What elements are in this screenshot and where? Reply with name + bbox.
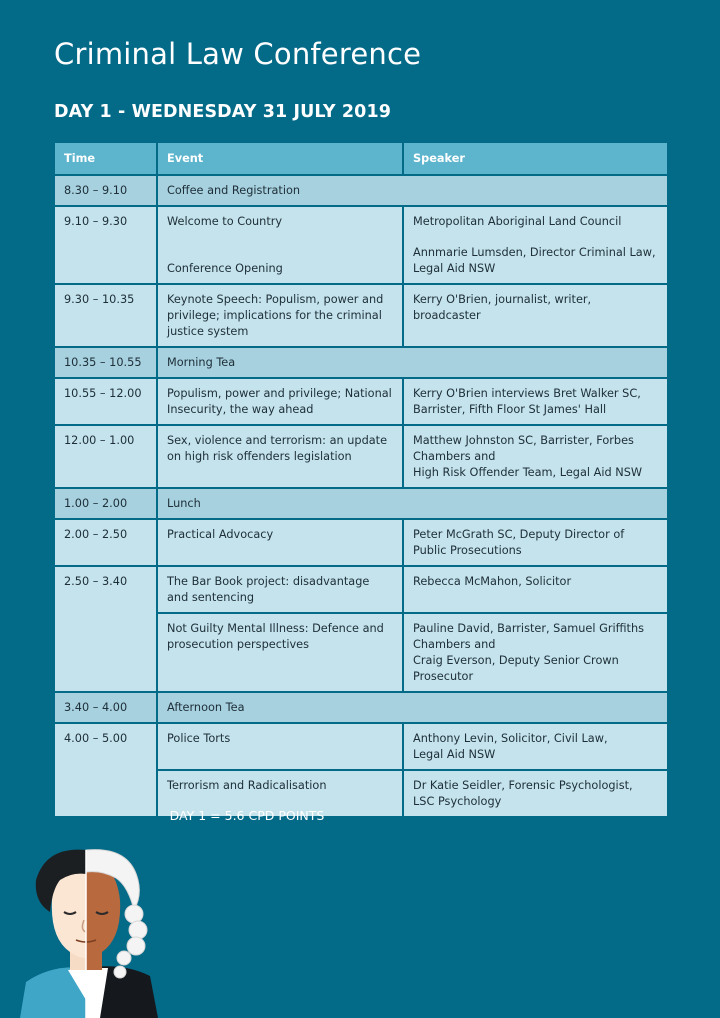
time-cell: 1.00 – 2.00: [54, 488, 157, 519]
event-cell: [157, 206, 403, 284]
table-header-row: [54, 142, 668, 175]
day-heading: DAY 1 - WEDNESDAY 31 JULY 2019: [54, 102, 391, 122]
speaker-cell: [403, 613, 668, 692]
speaker-text: Legal Aid NSW: [413, 748, 496, 761]
speaker-cell: Rebecca McMahon, Solicitor: [403, 566, 668, 613]
table-row: [54, 519, 668, 566]
table-row: [54, 488, 668, 519]
time-cell: 12.00 – 1.00: [54, 425, 157, 488]
speaker-cell: [403, 206, 668, 284]
event-cell: Morning Tea: [157, 347, 668, 378]
time-cell: 9.10 – 9.30: [54, 206, 157, 284]
table-row: [54, 378, 668, 425]
page-title: Criminal Law Conference: [54, 37, 422, 71]
speaker-cell: Peter McGrath SC, Deputy Director of Public Prosecutions: [403, 519, 668, 566]
speaker-text: Craig Everson, Deputy Senior Crown Prosecutor: [413, 654, 619, 683]
event-cell: Terrorism and Radicalisation: [157, 770, 403, 817]
time-cell: 4.00 – 5.00: [54, 723, 157, 817]
speaker-text: High Risk Offender Team, Legal Aid NSW: [413, 466, 643, 479]
event-cell: The Bar Book project: disadvantage and sentencing: [157, 566, 403, 613]
table-row: [54, 206, 668, 284]
event-cell: Lunch: [157, 488, 668, 519]
table-row: [54, 692, 668, 723]
speaker-text: LSC Psychology: [413, 795, 502, 808]
table-row: [54, 723, 668, 770]
speaker-text: Metropolitan Aboriginal Land Council: [413, 215, 622, 228]
speaker-cell: [403, 425, 668, 488]
speaker-text: Dr Katie Seidler, Forensic Psychologist,: [413, 779, 633, 792]
agenda-table: [53, 141, 669, 818]
table-row: [54, 347, 668, 378]
column-header-time: Time: [54, 142, 157, 175]
judge-face-illustration: [12, 840, 172, 1018]
speaker-cell: Kerry O'Brien interviews Bret Walker SC, Barrister, Fifth Floor St James' Hall: [403, 378, 668, 425]
event-cell: Police Torts: [157, 723, 403, 770]
table-row: [54, 175, 668, 206]
cpd-points-note: DAY 1 = 5.6 CPD POINTS: [169, 808, 325, 823]
event-cell: Coffee and Registration: [157, 175, 668, 206]
event-text: Welcome to Country: [167, 215, 283, 228]
event-text: Conference Opening: [167, 262, 283, 275]
event-cell: Not Guilty Mental Illness: Defence and prosecution perspectives: [157, 613, 403, 692]
time-cell: 9.30 – 10.35: [54, 284, 157, 347]
time-cell: 10.55 – 12.00: [54, 378, 157, 425]
time-cell: 10.35 – 10.55: [54, 347, 157, 378]
time-cell: 8.30 – 9.10: [54, 175, 157, 206]
speaker-text: Anthony Levin, Solicitor, Civil Law,: [413, 732, 608, 745]
event-cell: Practical Advocacy: [157, 519, 403, 566]
time-cell: 2.00 – 2.50: [54, 519, 157, 566]
speaker-text: Matthew Johnston SC, Barrister, Forbes Chambers and: [413, 434, 634, 463]
speaker-cell: [403, 723, 668, 770]
event-cell: Sex, violence and terrorism: an update on high risk offenders legislation: [157, 425, 403, 488]
table-row: [54, 566, 668, 613]
table-row: [54, 284, 668, 347]
column-header-event: Event: [157, 142, 403, 175]
event-cell: Afternoon Tea: [157, 692, 668, 723]
column-header-speaker: Speaker: [403, 142, 668, 175]
speaker-text: Pauline David, Barrister, Samuel Griffiths Chambers and: [413, 622, 645, 651]
time-cell: 2.50 – 3.40: [54, 566, 157, 692]
time-cell: 3.40 – 4.00: [54, 692, 157, 723]
speaker-cell: Kerry O'Brien, journalist, writer, broadcaster: [403, 284, 668, 347]
speaker-text: Annmarie Lumsden, Director Criminal Law, Legal Aid NSW: [413, 246, 656, 275]
table-row: [54, 425, 668, 488]
event-cell: Populism, power and privilege; National Insecurity, the way ahead: [157, 378, 403, 425]
event-cell: Keynote Speech: Populism, power and privilege; implications for the criminal justice system: [157, 284, 403, 347]
